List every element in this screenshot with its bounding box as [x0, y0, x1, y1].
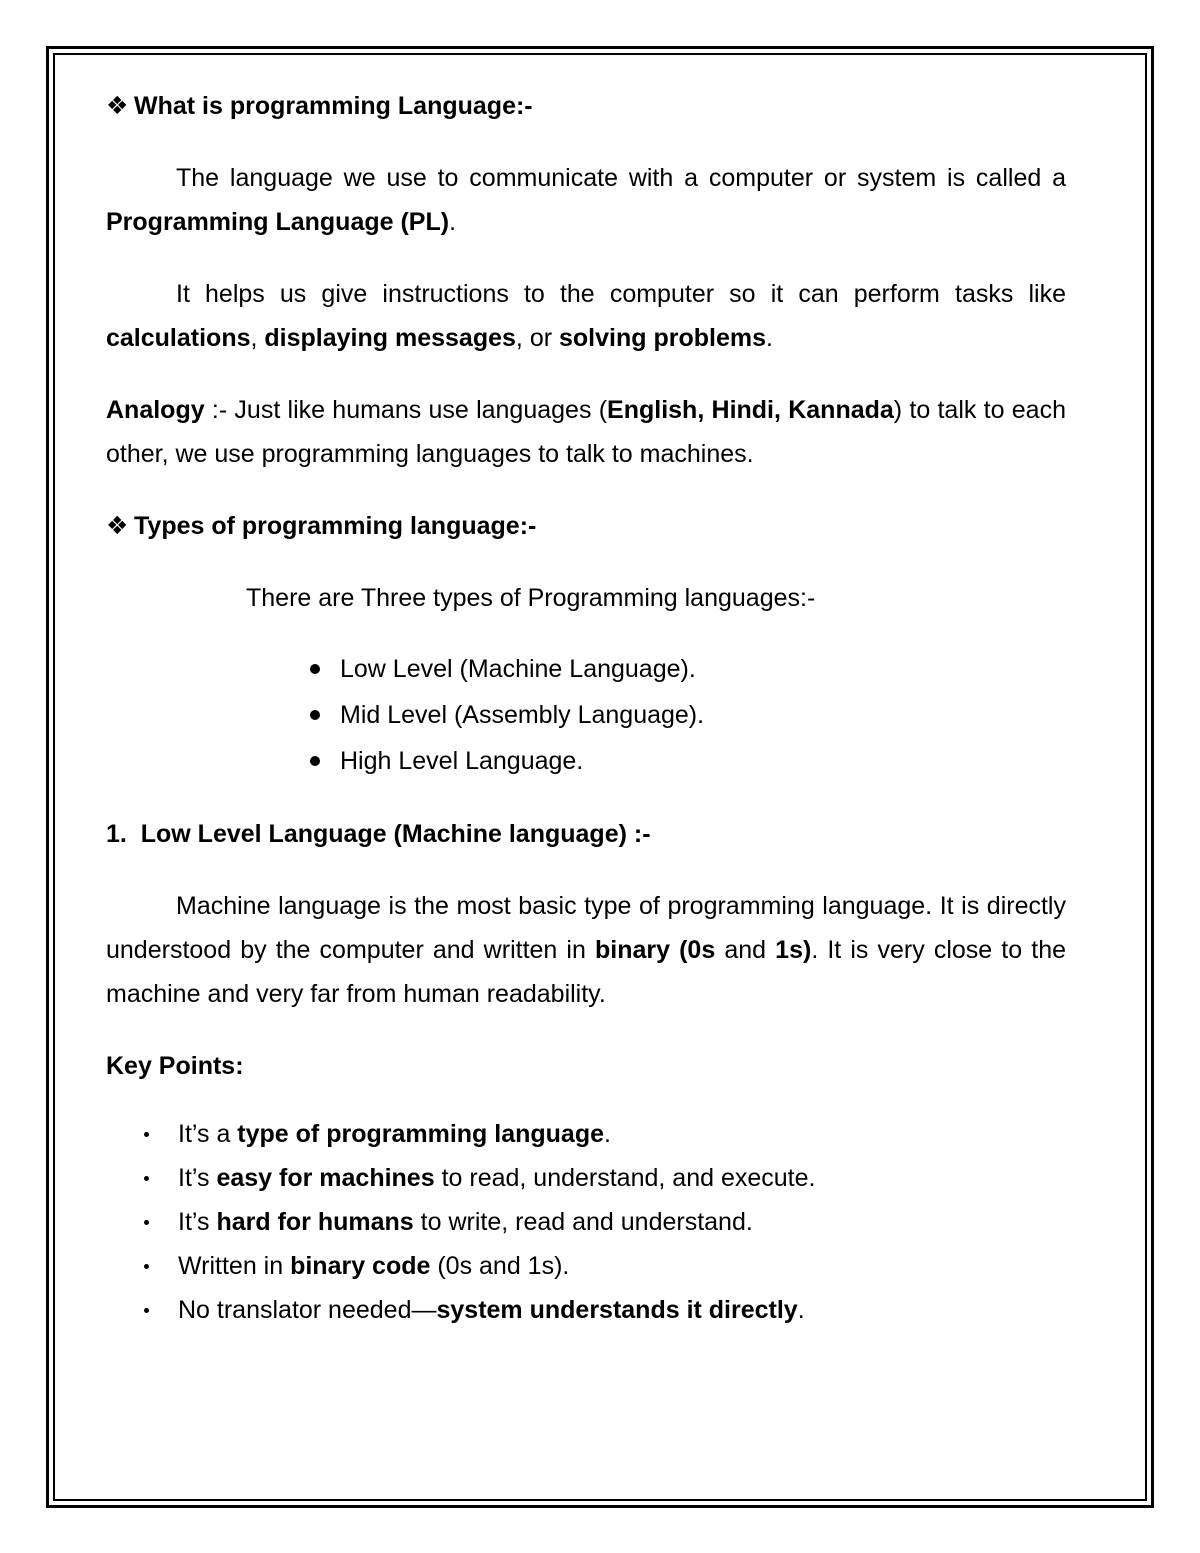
paragraph-types-intro: There are Three types of Programming languages:- [246, 584, 816, 612]
bullet-dot-icon [310, 756, 320, 766]
paragraph-machine-language: Machine language is the most basic type of programming language. It is directly understood by the computer and written in binary (0s and 1s). It is very close to the machine and very far from human readability. [106, 892, 1067, 1008]
paragraph-analogy: Analogy :- Just like humans use languages (English, Hindi, Kannada) to talk to each other, we use programming languages to talk to machines. [106, 396, 1066, 468]
diamond-bullet-icon: ❖ [106, 92, 129, 120]
bullet-dot-icon [144, 1308, 149, 1313]
list-item: Written in binary code (0s and 1s). [142, 1244, 1066, 1288]
list-item: It’s easy for machines to read, understand, and execute. [142, 1156, 1066, 1200]
section-heading-types: ❖ Types of programming language:- [106, 504, 1066, 548]
types-list [106, 646, 1066, 784]
list-item: It’s hard for humans to write, read and understand. [142, 1200, 1066, 1244]
bullet-dot-icon [144, 1220, 149, 1225]
list-item: Low Level (Machine Language). [306, 646, 1066, 692]
paragraph-definition: The language we use to communicate with a computer or system is called a Programming Language (PL). [106, 164, 1066, 236]
diamond-bullet-icon: ❖ [106, 512, 129, 540]
list-item: High Level Language. [306, 738, 1066, 784]
bullet-dot-icon [144, 1264, 149, 1269]
list-item: It’s a type of programming language. [142, 1112, 1066, 1156]
bullet-dot-icon [144, 1176, 149, 1181]
key-points-heading: Key Points: [106, 1052, 244, 1080]
paragraph-purpose: It helps us give instructions to the computer so it can perform tasks like calculations, displaying messages, or solving problems. [106, 280, 1066, 352]
document-body [106, 84, 1066, 1332]
section-heading-low-level: 1. Low Level Language (Machine language) :- [106, 820, 651, 848]
bullet-dot-icon [144, 1132, 149, 1137]
bullet-dot-icon [310, 664, 320, 674]
list-item: No translator needed—system understands it directly. [142, 1288, 1066, 1332]
bullet-dot-icon [310, 710, 320, 720]
section-heading-what-is-pl: ❖ What is programming Language:- [106, 84, 1066, 128]
key-points-list [106, 1112, 1066, 1332]
list-item: Mid Level (Assembly Language). [306, 692, 1066, 738]
